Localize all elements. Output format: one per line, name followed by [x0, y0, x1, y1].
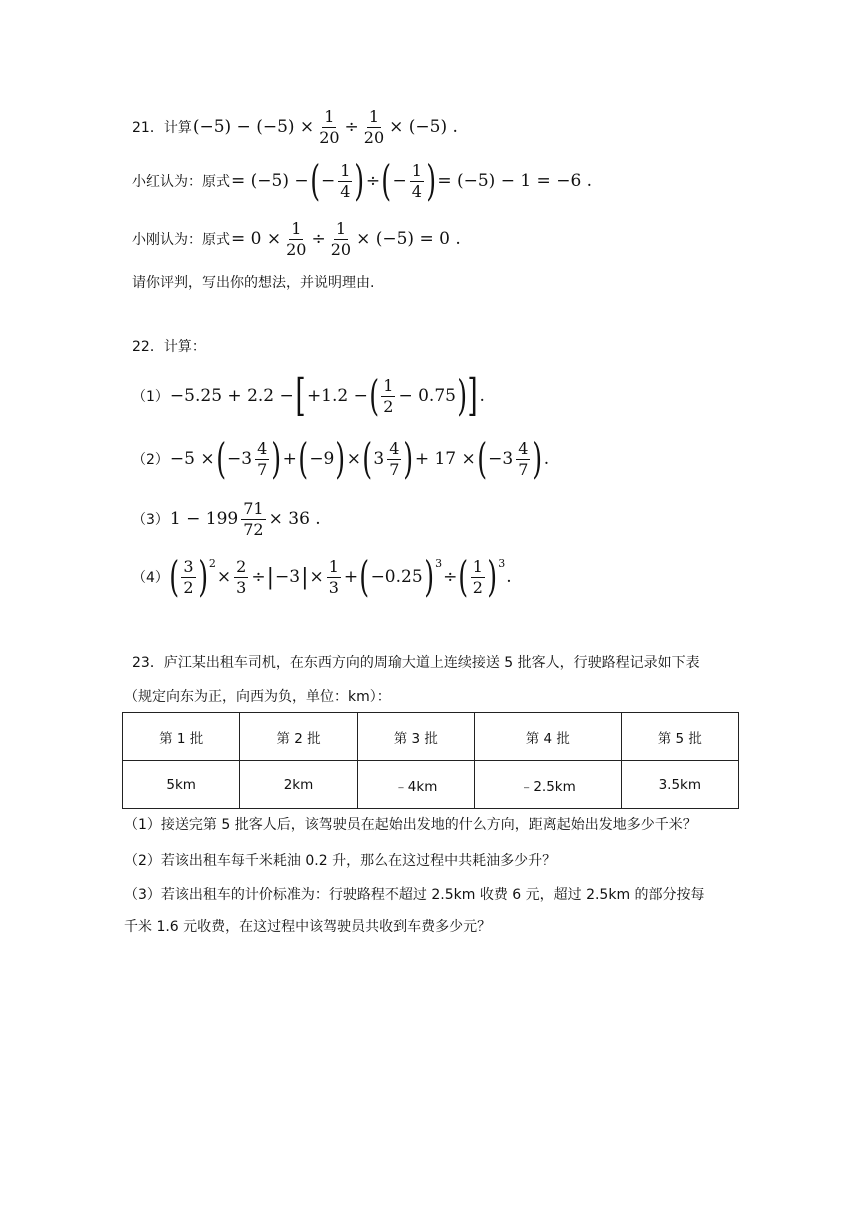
- q21-xg-expression: = 0 × $\frac{1}{20}$ ÷ $\frac{1}{20}$ × (−5) = 0 .: [231, 219, 461, 259]
- q23-sub3a-text: （3）若该出租车的计价标准为：行驶路程不超过 2.5km 收费 6 元，超过 2.5km 的部分按每: [124, 887, 705, 903]
- q21-ask: [132, 272, 374, 292]
- table-header-cell: 第 2 批: [240, 713, 357, 761]
- table-value-cell: 5km: [123, 761, 240, 809]
- q23-sub1: [124, 814, 697, 834]
- q22-part4-label: （4）: [132, 570, 169, 586]
- q22-part1: [132, 370, 486, 421]
- q23-sub3b-text: 千米 1.6 元收费，在这过程中该驾驶员共收到车费多少元？: [124, 919, 492, 935]
- q22-part3-expression: 1 − 199 $\frac{71}{72}$ × 36 .: [169, 499, 321, 539]
- q21-xh-expression: = (−5) − ( − $\frac{1}{4}$ ) ÷ ( − $\frac{1}{4}$ ) = (−5) − 1 = −6 .: [231, 156, 593, 205]
- q22-part1-label: （1）: [132, 389, 169, 405]
- table-row: [123, 761, 739, 809]
- q21-expression: (−5) − (−5) × $\frac{1}{20}$ ÷ $\frac{1}{20}$ × (−5) .: [192, 107, 458, 147]
- q23-line2: [124, 686, 391, 706]
- q22-part3: [132, 500, 322, 538]
- q21-intro: 21．计算: [132, 120, 192, 137]
- table-value-cell: 3.5km: [621, 761, 738, 809]
- table-value-cell: 2km: [240, 761, 357, 809]
- q22-part4: [132, 552, 513, 601]
- q21-xiaogang: [132, 220, 462, 258]
- table-header-cell: 第 3 批: [357, 713, 474, 761]
- q22-part2-expression: −5 × ( −3 $\frac{4}{7}$ ) + ( −9 ) × ( 3 $\frac{4}{7}$ ) + 17 × ( −3 $\frac{4}{7}$ ) .: [169, 434, 550, 483]
- q21-xiaohong: [132, 156, 593, 205]
- q23-line1: [132, 652, 700, 672]
- q23-line1-text: 23．庐江某出租车司机，在东西方向的周瑜大道上连续接送 5 批客人，行驶路程记录如下表: [132, 655, 700, 671]
- table-header-cell: 第 1 批: [123, 713, 240, 761]
- q23-sub2-text: （2）若该出租车每千米耗油 0.2 升，那么在这过程中共耗油多少升？: [124, 853, 557, 869]
- table-header-cell: 第 5 批: [621, 713, 738, 761]
- mileage-table: [122, 712, 739, 809]
- table-header-cell: 第 4 批: [474, 713, 621, 761]
- q21-xh-label: 小红认为：原式: [132, 174, 230, 190]
- q23-sub1-text: （1）接送完第 5 批客人后，该驾驶员在起始出发地的什么方向，距离起始出发地多少千米？: [124, 817, 697, 833]
- q23-sub3a: [124, 884, 705, 904]
- q21-problem: [132, 108, 459, 146]
- table-value-cell: ﹣2.5km: [474, 761, 621, 809]
- q22-title-text: 22．计算：: [132, 339, 206, 355]
- q23-line2-text: （规定向东为正，向西为负，单位：km）：: [124, 689, 391, 705]
- q22-part4-expression: ( $\frac{3}{2}$ ) 2 × $\frac{2}{3}$ ÷ | −3 | × $\frac{1}{3}$ + ( −0.25 ) 3 ÷ ( $\frac{1}{2}$ ) 3 .: [169, 552, 512, 601]
- table-value-cell: ﹣4km: [357, 761, 474, 809]
- table-header-row: [123, 713, 739, 761]
- q22-part2: [132, 434, 550, 483]
- q22-title: [132, 336, 206, 356]
- q22-part1-expression: −5.25 + 2.2 − [ +1.2 − ( $\frac{1}{2}$ − 0.75 ) ] .: [169, 370, 485, 421]
- q23-sub3b: [124, 916, 491, 936]
- q23-sub2: [124, 850, 556, 870]
- q22-part2-label: （2）: [132, 452, 169, 468]
- q22-part3-label: （3）: [132, 512, 169, 529]
- q21-xg-label: 小刚认为：原式: [132, 232, 230, 249]
- q21-ask-text: 请你评判，写出你的想法，并说明理由.: [132, 275, 375, 291]
